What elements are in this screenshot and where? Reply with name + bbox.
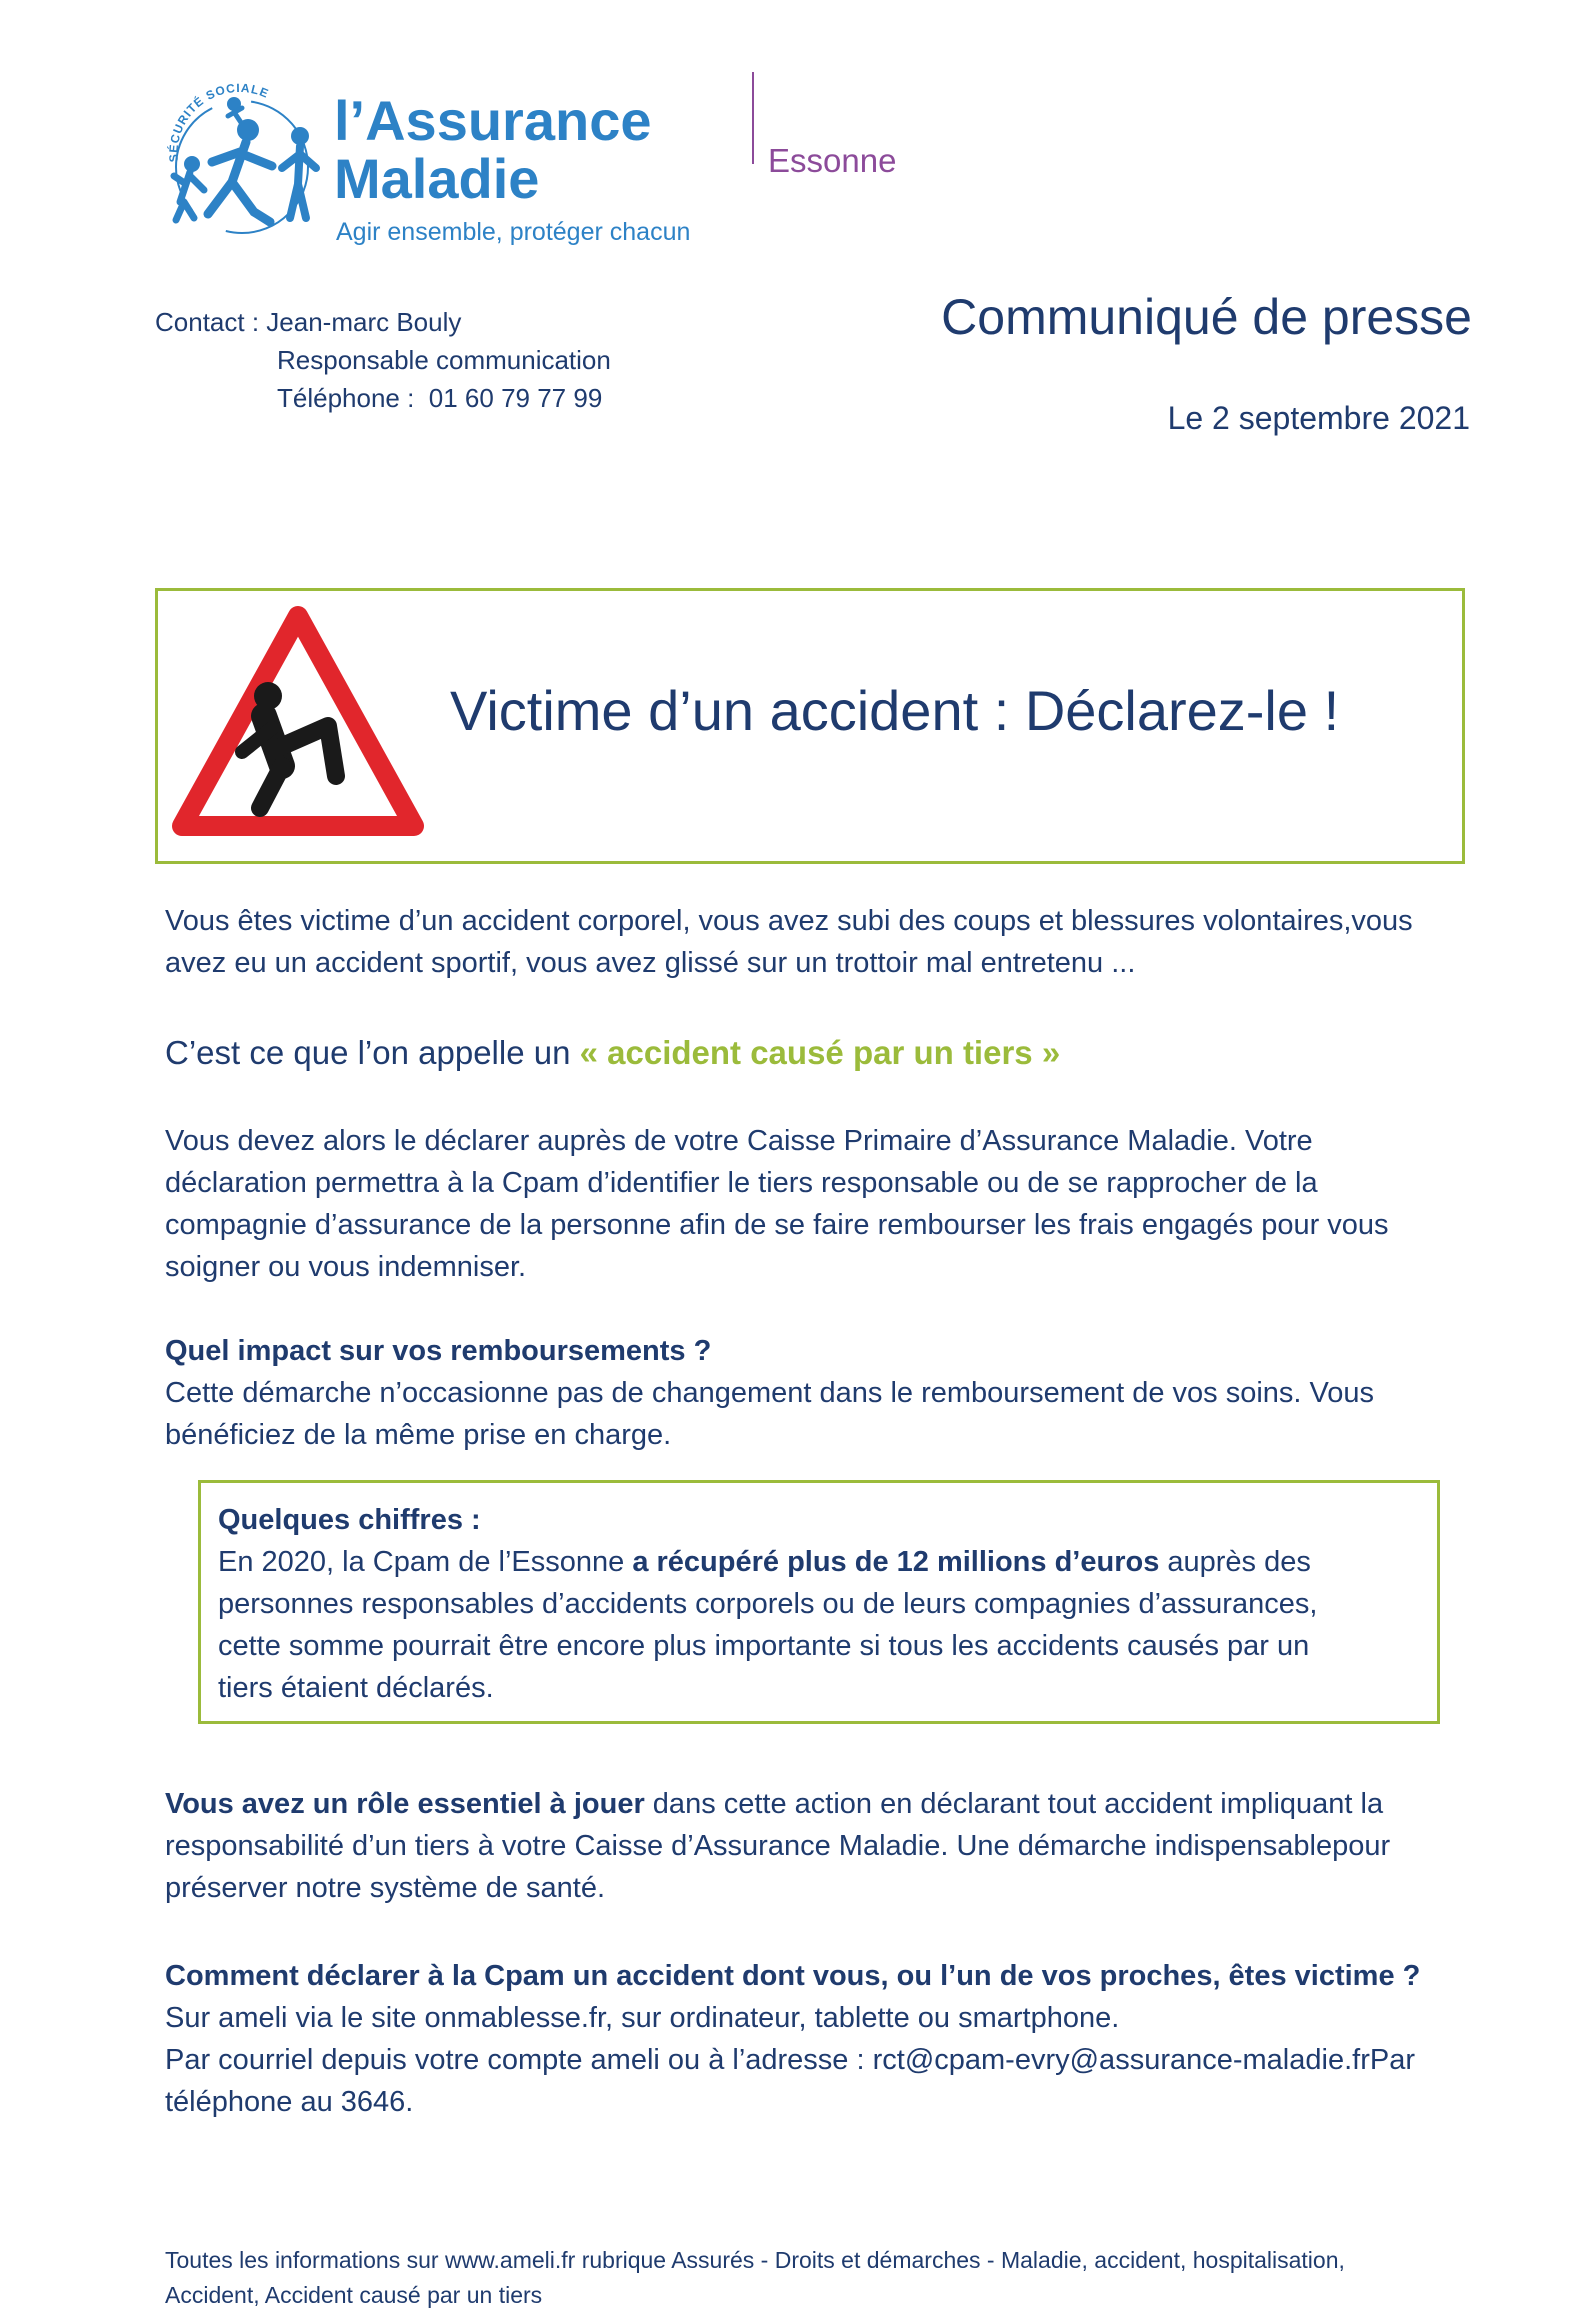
declare-line: compagnie d’assurance de la personne afin de se faire rembourser les frais engagés pour vous bbox=[165, 1209, 1389, 1241]
region-label: Essonne bbox=[768, 142, 897, 179]
declare-paragraph bbox=[165, 1120, 1465, 1288]
impact-question: Quel impact sur vos remboursements ? bbox=[165, 1335, 712, 1367]
impact-line: bénéficiez de la même prise en charge. bbox=[165, 1419, 672, 1451]
brand-tagline: Agir ensemble, protéger chacun bbox=[336, 218, 691, 246]
header-divider bbox=[752, 72, 754, 164]
role-paragraph bbox=[165, 1783, 1465, 1909]
footer-note bbox=[165, 2243, 1465, 2313]
figures-title: Quelques chiffres : bbox=[218, 1504, 481, 1536]
contact-row-name bbox=[155, 303, 611, 341]
how-question: Comment déclarer à la Cpam un accident dont vous, ou l’un de vos proches, êtes victime ? bbox=[165, 1960, 1421, 1992]
role-line bbox=[165, 1783, 1465, 1825]
document-type: Communiqué de presse bbox=[941, 289, 1472, 345]
figures-line: tiers étaient déclarés. bbox=[218, 1672, 494, 1704]
figures-text bbox=[218, 1499, 1418, 1709]
contact-block bbox=[155, 303, 611, 417]
role-line: responsabilité d’un tiers à votre Caisse d’Assurance Maladie. Une démarche indispensablepour bbox=[165, 1830, 1391, 1862]
role-line1-suffix: dans cette action en déclarant tout accident impliquant la bbox=[644, 1788, 1384, 1820]
brand-name bbox=[334, 89, 652, 210]
called-sentence bbox=[165, 1032, 1465, 1074]
document-date: Le 2 septembre 2021 bbox=[1167, 400, 1470, 436]
declare-line: Vous devez alors le déclarer auprès de votre Caisse Primaire d’Assurance Maladie. Votre bbox=[165, 1125, 1313, 1157]
figures-line bbox=[218, 1541, 1418, 1583]
footer-line: Toutes les informations sur www.ameli.fr rubrique Assurés - Droits et démarches - Maladie, accident, hospitalisation, bbox=[165, 2247, 1345, 2273]
seal-text: SÉCURITÉ SOCIALE bbox=[166, 80, 272, 163]
impact-answer bbox=[165, 1372, 1465, 1456]
called-highlight: « accident causé par un tiers » bbox=[579, 1034, 1061, 1071]
declare-line: soigner ou vous indemniser. bbox=[165, 1251, 527, 1283]
brand-line-1: l’Assurance bbox=[334, 89, 652, 152]
how-line: Sur ameli via le site onmablesse.fr, sur ordinateur, tablette ou smartphone. bbox=[165, 2002, 1120, 2034]
figures-line: personnes responsables d’accidents corporels ou de leurs compagnies d’assurances, bbox=[218, 1588, 1318, 1620]
assurance-maladie-logo-icon bbox=[150, 72, 330, 242]
slip-warning-icon bbox=[168, 598, 428, 848]
phone-label: Téléphone : bbox=[277, 383, 415, 413]
declare-line: déclaration permettra à la Cpam d’identifier le tiers responsable ou de se rapprocher de la bbox=[165, 1167, 1318, 1199]
contact-label: Contact : bbox=[155, 307, 260, 337]
contact-name: Jean-marc Bouly bbox=[266, 307, 462, 337]
brand-line-2: Maladie bbox=[334, 147, 540, 210]
how-line: téléphone au 3646. bbox=[165, 2086, 414, 2118]
figures-line1-bold: a récupéré plus de 12 millions d’euros bbox=[632, 1546, 1160, 1578]
role-line: préserver notre système de santé. bbox=[165, 1872, 606, 1904]
intro-paragraph bbox=[165, 900, 1465, 984]
figures-line1-prefix: En 2020, la Cpam de l’Essonne bbox=[218, 1546, 633, 1578]
figures-line1-suffix: auprès des bbox=[1159, 1546, 1311, 1578]
how-answer bbox=[165, 1997, 1465, 2123]
contact-role: Responsable communication bbox=[277, 345, 611, 375]
main-title: Victime d’un accident : Déclarez-le ! bbox=[450, 679, 1340, 742]
contact-row-phone bbox=[155, 379, 611, 417]
role-bold: Vous avez un rôle essentiel à jouer bbox=[165, 1788, 645, 1820]
intro-line: avez eu un accident sportif, vous avez glissé sur un trottoir mal entretenu ... bbox=[165, 947, 1136, 979]
phone-number: 01 60 79 77 99 bbox=[428, 383, 603, 413]
how-line: Par courriel depuis votre compte ameli ou à l’adresse : rct@cpam-evry@assurance-maladie.frPar bbox=[165, 2044, 1415, 2076]
called-prefix: C’est ce que l’on appelle un bbox=[165, 1034, 580, 1071]
intro-line: Vous êtes victime d’un accident corporel, vous avez subi des coups et blessures volontaires,vous bbox=[165, 905, 1413, 937]
figures-line: cette somme pourrait être encore plus importante si tous les accidents causés par un bbox=[218, 1630, 1310, 1662]
impact-line: Cette démarche n’occasionne pas de changement dans le remboursement de vos soins. Vous bbox=[165, 1377, 1375, 1409]
footer-line: Accident, Accident causé par un tiers bbox=[165, 2282, 543, 2308]
